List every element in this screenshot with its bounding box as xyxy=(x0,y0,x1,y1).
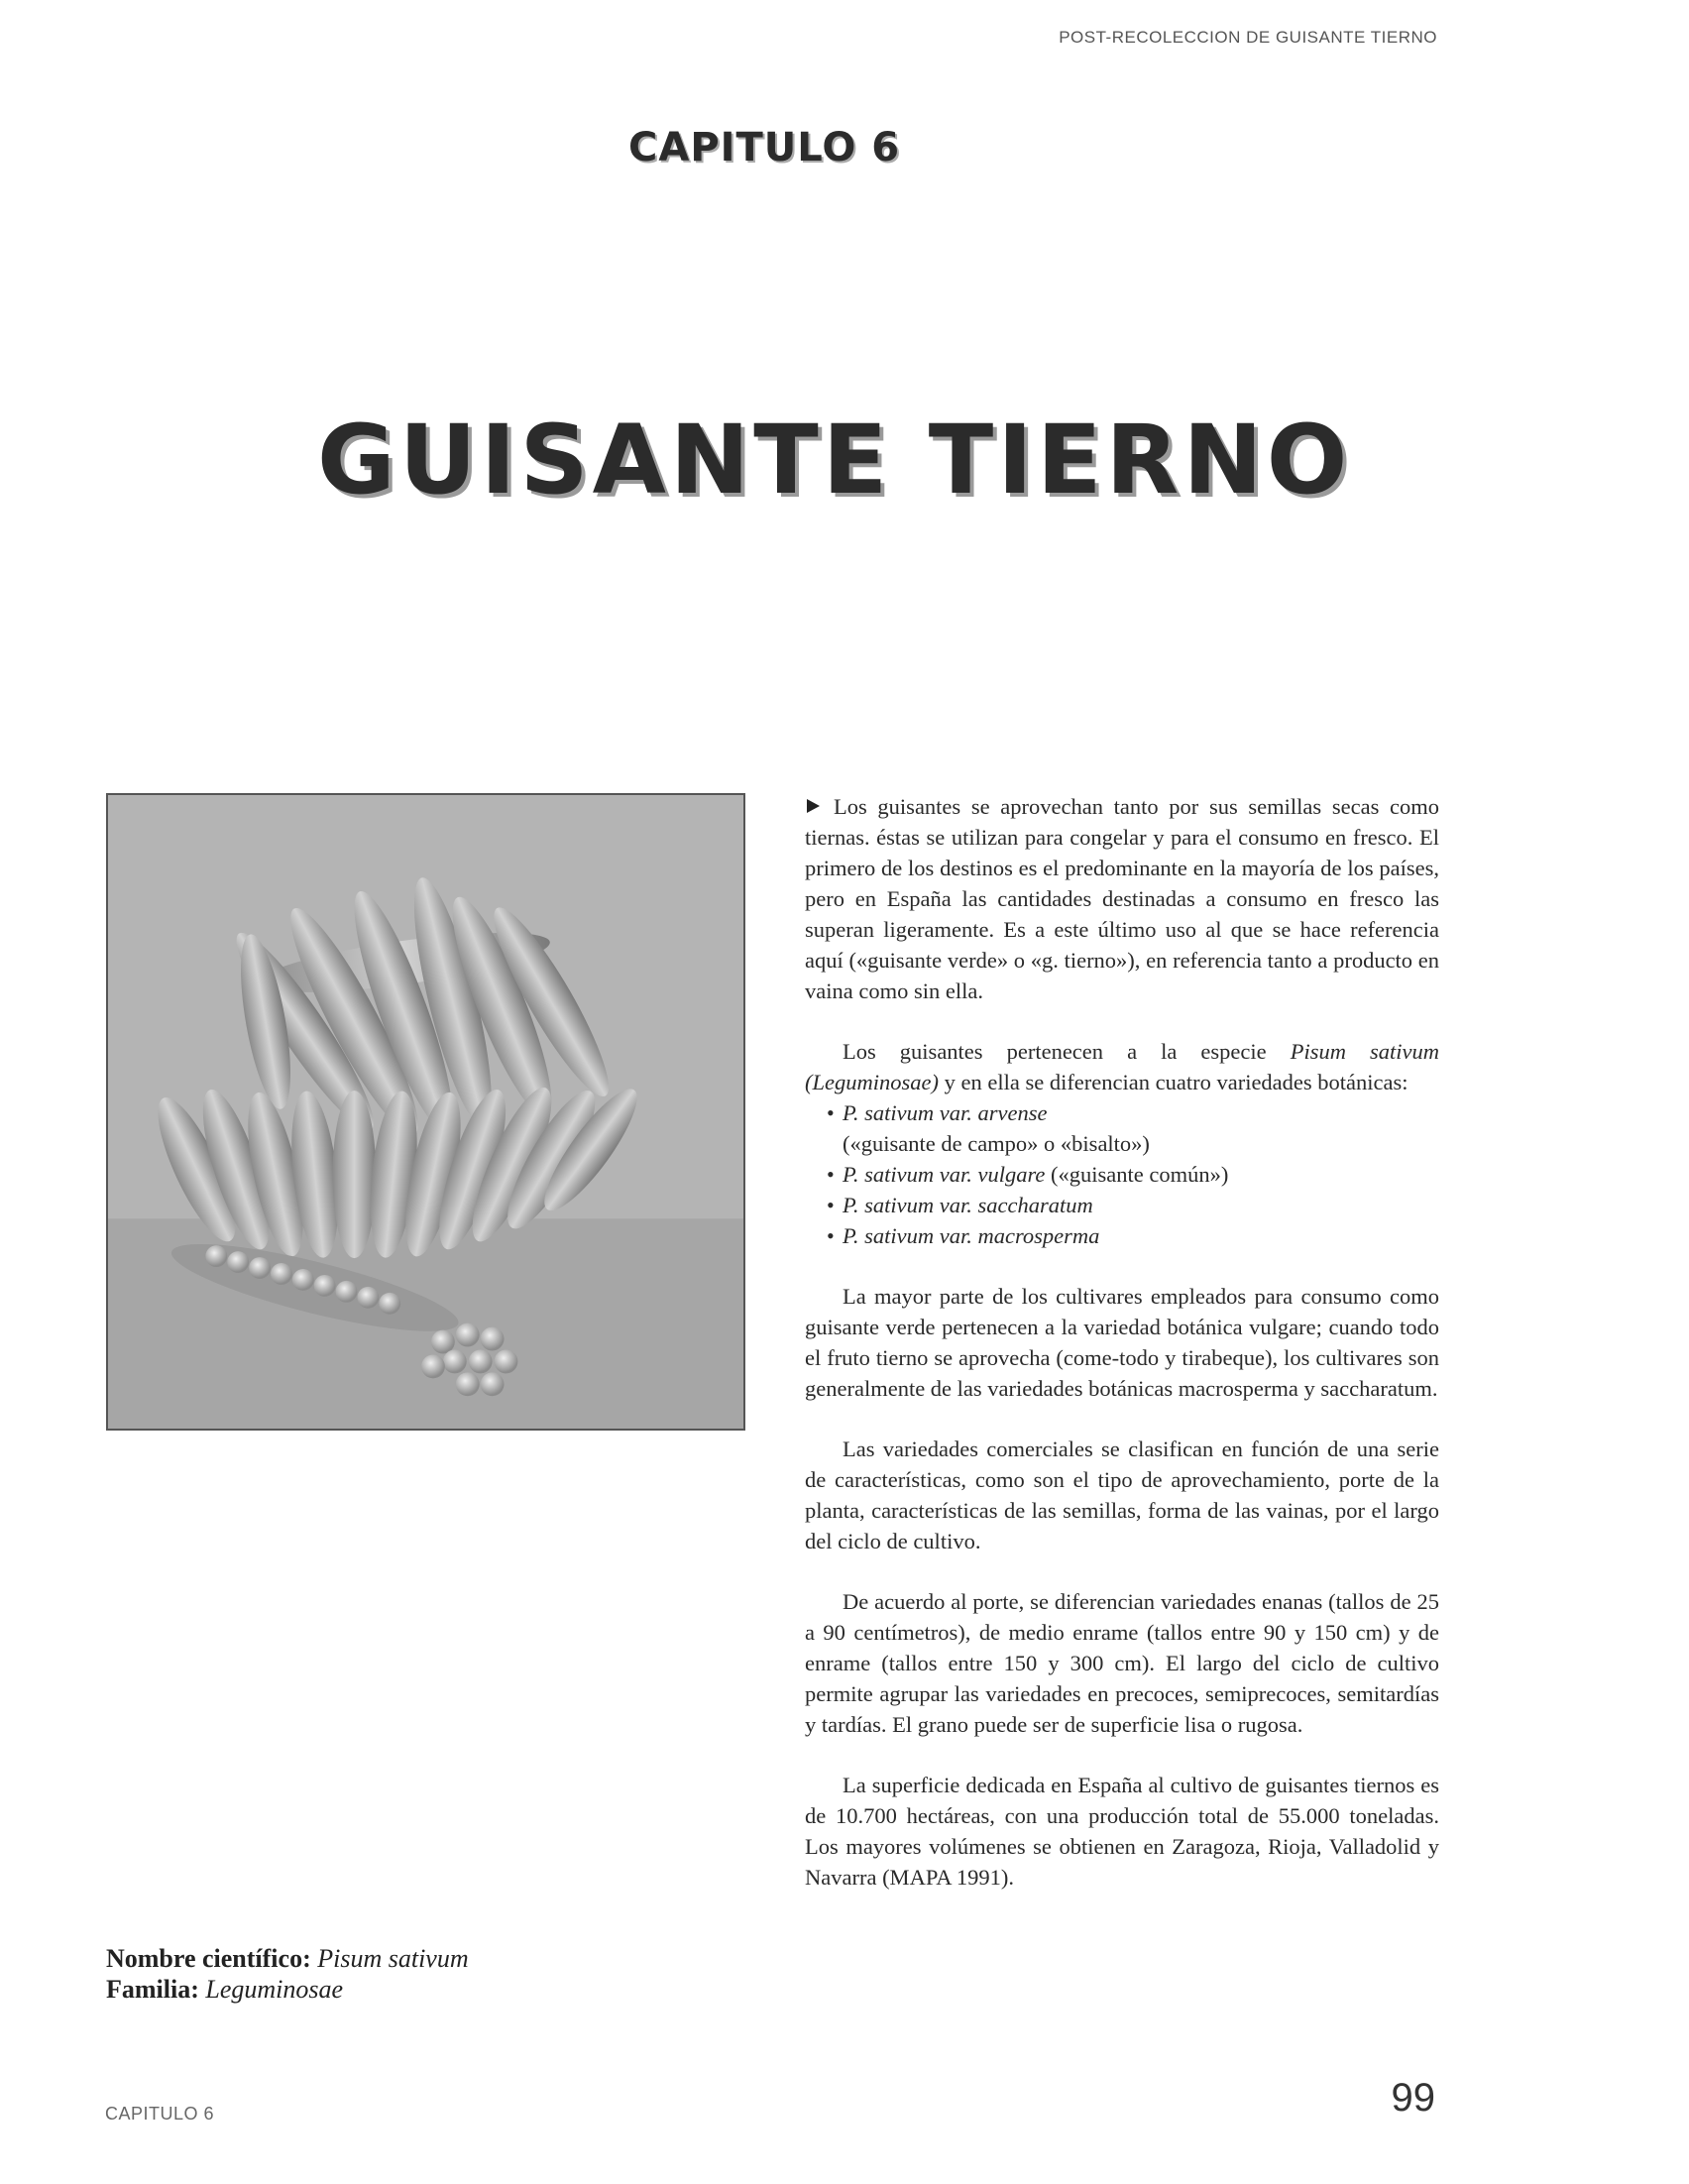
list-item: • P. sativum var. arvense xyxy=(829,1097,1439,1128)
scientific-name-line: Nombre científico: Pisum sativum xyxy=(106,1944,469,1973)
running-header: POST-RECOLECCION DE GUISANTE TIERNO xyxy=(1059,28,1437,47)
scientific-info xyxy=(106,1943,469,2005)
chapter-title: GUISANTE TIERNO xyxy=(317,404,1352,516)
paragraph-commercial: Las variedades comerciales se clasifican en función de una serie de características, como son el tipo de aprovechamiento, porte de la planta, características de las semillas, forma de las vainas, por el largo del ciclo de cultivo. xyxy=(805,1437,1439,1553)
body-text xyxy=(805,791,1439,1922)
triangle-bullet-icon xyxy=(807,799,820,813)
paragraph-porte: De acuerdo al porte, se diferencian variedades enanas (tallos de 25 a 90 centímetros), de medio enrame (tallos entre 90 y 150 cm) y de enrame (tallos entre 150 y 300 cm). El largo del ciclo de cultivo permite agrupar las variedades en precoces, semiprecoces, semitardías y tardías. El grano puede ser de superficie lisa o rugosa. xyxy=(805,1589,1439,1737)
variety-list xyxy=(805,1097,1439,1251)
list-item: • P. sativum var. macrosperma xyxy=(829,1220,1439,1251)
footer-chapter: CAPITULO 6 xyxy=(105,2104,215,2124)
pea-pods-photo xyxy=(106,793,745,1431)
list-item: • P. sativum var. saccharatum xyxy=(829,1190,1439,1220)
paragraph-intro: Los guisantes se aprovechan tanto por sus semillas secas como tiernas. éstas se utilizan para congelar y para el consumo en fresco. El primero de los destinos es el predominante en la mayoría de los países, pero en España las cantidades destinadas a consumo en fresco las superan ligeramente. Es a este último uso al que se hace referencia aquí («guisante verde» o «g. tierno»), en referencia tanto a producto en vaina como sin ella. xyxy=(805,794,1439,1003)
paragraph-cultivars: La mayor parte de los cultivares empleados para consumo como guisante verde pertenecen a la variedad botánica vulgare; cuando todo el fruto tierno se aprovecha (come-todo y tirabeque), los cultivares son generalmente de las variedades botánicas macrosperma y saccharatum. xyxy=(805,1284,1439,1401)
chapter-label: CAPITULO 6 xyxy=(628,125,901,171)
list-item: («guisante de campo» o «bisalto») xyxy=(843,1131,1150,1156)
paragraph-species: Los guisantes pertenecen a la especie Pisum sativum (Leguminosae) y en ella se diferencian cuatro variedades botánicas: xyxy=(805,1039,1440,1094)
paragraph-surface: La superficie dedicada en España al cultivo de guisantes tiernos es de 10.700 hectáreas, con una producción total de 55.000 toneladas. Los mayores volúmenes se obtienen en Zaragoza, Rioja, Valladolid y Navarra (MAPA 1991). xyxy=(805,1773,1439,1890)
page-number: 99 xyxy=(1391,2076,1435,2120)
family-line: Familia: Leguminosae xyxy=(106,1975,344,2004)
list-item: • P. sativum var. vulgare («guisante común») xyxy=(829,1159,1439,1190)
